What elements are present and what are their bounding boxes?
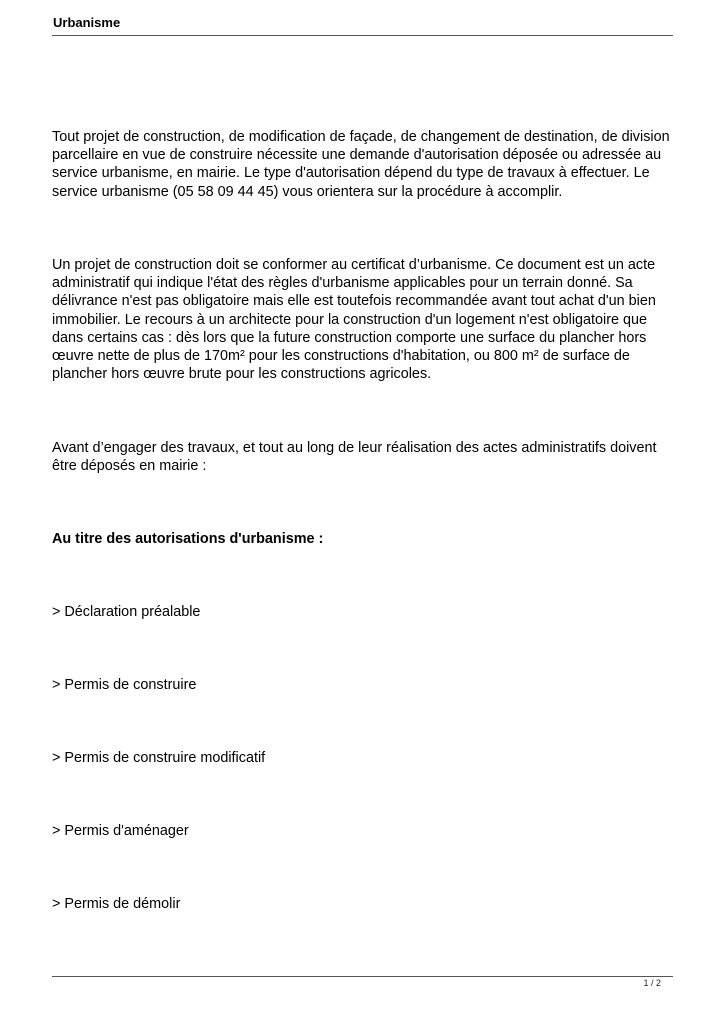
list-item-permis-d-amenager: > Permis d'aménager [52,823,189,839]
certificate-paragraph: Un projet de construction doit se conformer au certificat d’urbanisme. Ce document est un acte administratif qui indique l'état des règles d'urbanisme applicables pour un terrain donné. Sa délivrance n'est pas obligatoire mais elle est toutefois recommandée avant tout achat d'un bien immobilier. Le recours à un architecte pour la construction d'un logement n'est obligatoire que dans certains cas : dès lors que la future construction comporte une surface du plancher hors œuvre nette de plus de 170m² pour les constructions d'habitation, ou 800 m² de surface de plancher hors œuvre brute pour les constructions agricoles. [52,257,656,383]
page-number: 1 / 2 [643,978,661,988]
footer-divider [52,976,673,977]
intro-paragraph: Tout projet de construction, de modification de façade, de changement de destination, de division parcellaire en vue de construire nécessite une demande d'autorisation déposée ou adressée au service urbanisme, en mairie. Le type d'autorisation dépend du type de travaux à effectuer. Le service urbanisme (05 58 09 44 45) vous orientera sur la procédure à accomplir. [52,129,670,200]
administrative-acts-paragraph: Avant d’engager des travaux, et tout au long de leur réalisation des actes administratifs doivent être déposés en mairie : [52,440,657,475]
section-heading: Au titre des autorisations d'urbanisme : [52,531,324,547]
list-item-permis-de-construire-modificatif: > Permis de construire modificatif [52,750,266,766]
list-item-declaration-prealable: > Déclaration préalable [52,604,201,620]
header-divider [52,35,673,36]
page-header-title: Urbanisme [53,15,121,30]
list-item-permis-de-demolir: > Permis de démolir [52,896,181,912]
list-item-permis-de-construire: > Permis de construire [52,677,197,693]
